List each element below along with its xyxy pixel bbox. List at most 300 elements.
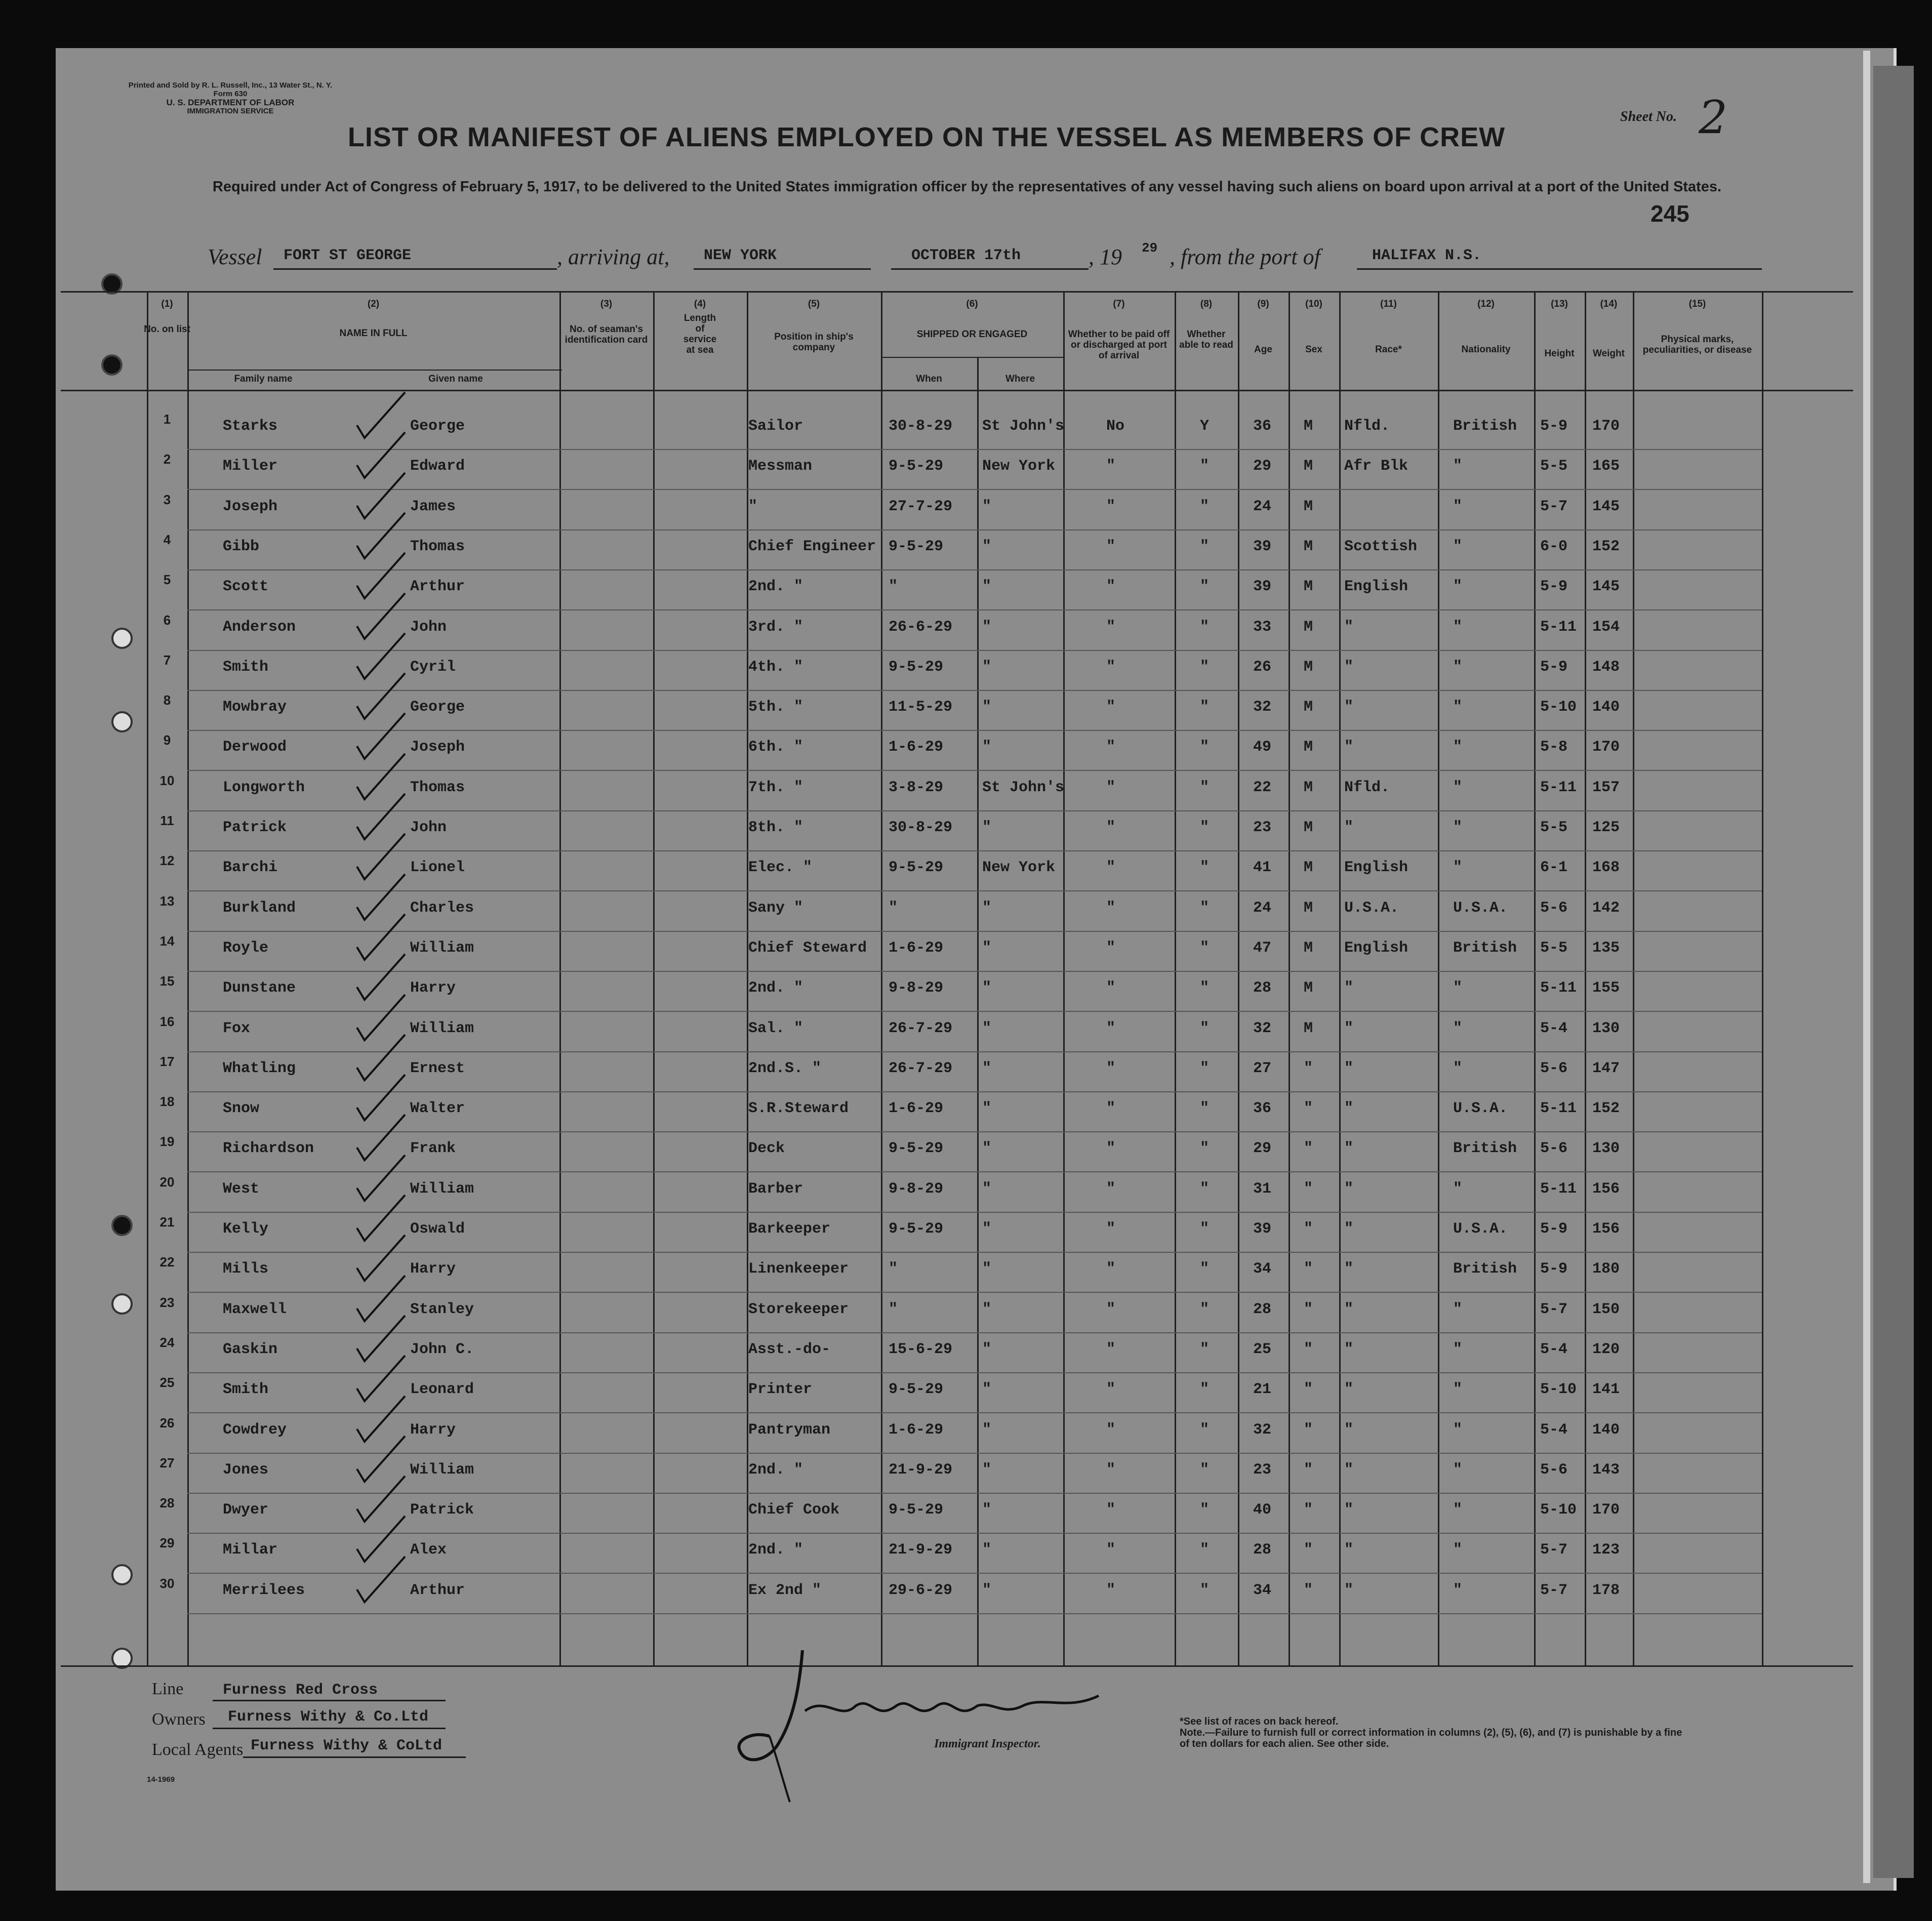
height: 5-11 bbox=[1540, 1180, 1577, 1198]
paid-off: " bbox=[1106, 658, 1116, 676]
shipped-when: 26-7-29 bbox=[889, 1019, 953, 1037]
manifest-sheet bbox=[56, 48, 1897, 1891]
nationality: British bbox=[1453, 939, 1517, 957]
sex: " bbox=[1304, 1581, 1313, 1599]
position: 8th. " bbox=[748, 819, 803, 836]
weight: 180 bbox=[1592, 1260, 1620, 1278]
race: Scottish bbox=[1344, 538, 1418, 555]
height: 5-9 bbox=[1540, 1260, 1568, 1278]
sheet-number: 2 bbox=[1699, 91, 1728, 144]
row-rule bbox=[187, 1212, 1762, 1213]
nationality: " bbox=[1453, 1059, 1463, 1077]
position: 2nd. " bbox=[748, 1461, 803, 1479]
col-12-label: Nationality bbox=[1461, 344, 1511, 355]
position: Deck bbox=[748, 1140, 785, 1158]
row-number: 10 bbox=[159, 772, 175, 788]
sex: M bbox=[1304, 578, 1313, 596]
row-rule bbox=[187, 810, 1762, 811]
sex: M bbox=[1304, 779, 1313, 796]
sex: M bbox=[1304, 859, 1313, 877]
given-name: Alex bbox=[410, 1541, 447, 1559]
row-number: 16 bbox=[159, 1013, 175, 1029]
nationality: " bbox=[1453, 1300, 1463, 1318]
shipped-where: " bbox=[982, 1421, 992, 1439]
height: 5-11 bbox=[1540, 779, 1577, 796]
shipped-when: 9-5-29 bbox=[889, 1140, 944, 1158]
race: " bbox=[1344, 1140, 1354, 1158]
row-rule bbox=[187, 850, 1762, 851]
paid-off: " bbox=[1106, 1059, 1116, 1077]
agents-underline bbox=[243, 1756, 466, 1758]
family-name: West bbox=[223, 1180, 260, 1198]
position: " bbox=[748, 498, 758, 515]
position: Pantryman bbox=[748, 1421, 831, 1439]
weight: 143 bbox=[1592, 1461, 1620, 1479]
position: Barkeeper bbox=[748, 1220, 831, 1238]
weight: 123 bbox=[1592, 1541, 1620, 1559]
row-number: 6 bbox=[163, 612, 171, 628]
punch-hole bbox=[101, 354, 123, 376]
paid-off: " bbox=[1106, 779, 1116, 796]
row-rule bbox=[187, 890, 1762, 891]
shipped-where: " bbox=[982, 739, 992, 756]
col-divider bbox=[1438, 291, 1439, 1665]
weight: 155 bbox=[1592, 979, 1620, 997]
able-to-read: " bbox=[1200, 939, 1210, 957]
shipped-when: 1-6-29 bbox=[889, 939, 944, 957]
height: 5-10 bbox=[1540, 699, 1577, 716]
nationality: " bbox=[1453, 1340, 1463, 1358]
race: " bbox=[1344, 1260, 1354, 1278]
given-name: Thomas bbox=[410, 779, 465, 796]
line-value: Furness Red Cross bbox=[223, 1682, 378, 1699]
department-name: U. S. DEPARTMENT OF LABOR bbox=[166, 98, 295, 107]
family-name: Mowbray bbox=[223, 699, 287, 716]
weight: 168 bbox=[1592, 859, 1620, 877]
age: 27 bbox=[1253, 1059, 1272, 1077]
col-11-number: (11) bbox=[1380, 299, 1397, 309]
able-to-read: " bbox=[1200, 1100, 1210, 1118]
given-name: Lionel bbox=[410, 859, 465, 877]
given-name: Walter bbox=[410, 1100, 465, 1118]
paid-off: " bbox=[1106, 699, 1116, 716]
age: 34 bbox=[1253, 1581, 1272, 1599]
position: Sailor bbox=[748, 418, 803, 435]
footnote bbox=[1180, 1716, 1686, 1749]
row-number: 12 bbox=[159, 853, 175, 869]
shipped-when: 9-5-29 bbox=[889, 658, 944, 676]
paid-off: " bbox=[1106, 1541, 1116, 1559]
row-number: 15 bbox=[159, 973, 175, 989]
height: 5-10 bbox=[1540, 1381, 1577, 1399]
row-number: 27 bbox=[159, 1455, 175, 1470]
row-rule bbox=[187, 1252, 1762, 1253]
shipped-where: " bbox=[982, 1581, 992, 1599]
line-label: Line bbox=[152, 1680, 184, 1698]
shipped-when: 9-5-29 bbox=[889, 1381, 944, 1399]
row-number: 13 bbox=[159, 893, 175, 909]
sex: M bbox=[1304, 979, 1313, 997]
age: 29 bbox=[1253, 1140, 1272, 1158]
shipped-where: " bbox=[982, 979, 992, 997]
height: 5-9 bbox=[1540, 1220, 1568, 1238]
col-divider bbox=[653, 291, 655, 1665]
able-to-read: " bbox=[1200, 658, 1210, 676]
row-number: 19 bbox=[159, 1134, 175, 1150]
row-number: 3 bbox=[163, 492, 171, 507]
age: 24 bbox=[1253, 498, 1272, 515]
nationality: " bbox=[1453, 578, 1463, 596]
weight: 150 bbox=[1592, 1300, 1620, 1318]
position: Storekeeper bbox=[748, 1300, 849, 1318]
nationality: U.S.A. bbox=[1453, 1100, 1508, 1118]
row-number: 17 bbox=[159, 1053, 175, 1069]
sex: " bbox=[1304, 1541, 1313, 1559]
sex: " bbox=[1304, 1421, 1313, 1439]
nationality: " bbox=[1453, 1541, 1463, 1559]
shipped-when: 29-6-29 bbox=[889, 1581, 953, 1599]
able-to-read: " bbox=[1200, 1381, 1210, 1399]
col-15-number: (15) bbox=[1688, 299, 1706, 309]
height: 5-5 bbox=[1540, 939, 1568, 957]
race: Nfld. bbox=[1344, 779, 1390, 796]
year-label: , 19 bbox=[1089, 244, 1122, 269]
height: 5-7 bbox=[1540, 498, 1568, 515]
shipped-where: " bbox=[982, 939, 992, 957]
shipped-when: 9-5-29 bbox=[889, 538, 944, 555]
weight: 152 bbox=[1592, 538, 1620, 555]
col-13-number: (13) bbox=[1551, 299, 1568, 309]
col-2-number: (2) bbox=[367, 299, 380, 309]
row-number: 8 bbox=[163, 692, 171, 708]
age: 39 bbox=[1253, 1220, 1272, 1238]
given-name: William bbox=[410, 1180, 474, 1198]
vessel-label: Vessel bbox=[208, 244, 262, 269]
family-name: Barchi bbox=[223, 859, 278, 877]
col-divider bbox=[1339, 291, 1341, 1665]
row-rule bbox=[187, 1573, 1762, 1574]
row-number: 1 bbox=[163, 412, 171, 427]
printer-imprint bbox=[122, 81, 339, 115]
weight: 130 bbox=[1592, 1140, 1620, 1158]
age: 23 bbox=[1253, 1461, 1272, 1479]
from-port: HALIFAX N.S. bbox=[1372, 247, 1482, 264]
col-divider bbox=[147, 291, 148, 1665]
shipped-when: 15-6-29 bbox=[889, 1340, 953, 1358]
sex: M bbox=[1304, 418, 1313, 435]
family-name: Mills bbox=[223, 1260, 269, 1278]
race: " bbox=[1344, 1501, 1354, 1519]
nationality: " bbox=[1453, 1581, 1463, 1599]
col-13-label: Height bbox=[1544, 348, 1575, 359]
col-1-label: No. on list bbox=[144, 324, 190, 335]
shipped-where: " bbox=[982, 1541, 992, 1559]
col-6-label: SHIPPED OR ENGAGED bbox=[916, 329, 1028, 340]
row-number: 25 bbox=[159, 1375, 175, 1391]
col-6-number: (6) bbox=[966, 299, 978, 309]
height: 5-9 bbox=[1540, 418, 1568, 435]
shipped-where: " bbox=[982, 1180, 992, 1198]
arrival-date: OCTOBER 17th bbox=[911, 247, 1021, 264]
row-number: 22 bbox=[159, 1254, 175, 1270]
row-rule bbox=[187, 1051, 1762, 1052]
shipped-when: 9-5-29 bbox=[889, 458, 944, 475]
given-name: John C. bbox=[410, 1340, 474, 1358]
col-9-number: (9) bbox=[1257, 299, 1269, 309]
given-name: Cyril bbox=[410, 658, 456, 676]
paid-off: No bbox=[1106, 418, 1125, 435]
given-name: Thomas bbox=[410, 538, 465, 555]
given-name: William bbox=[410, 1461, 474, 1479]
height: 5-6 bbox=[1540, 1461, 1568, 1479]
given-name: William bbox=[410, 1019, 474, 1037]
shipped-where: " bbox=[982, 819, 992, 836]
shipped-where: St John's bbox=[982, 779, 1065, 796]
col-7-label: Whether to be paid off or discharged at port of arrival bbox=[1068, 329, 1170, 361]
able-to-read: " bbox=[1200, 578, 1210, 596]
weight: 142 bbox=[1592, 899, 1620, 917]
weight: 120 bbox=[1592, 1340, 1620, 1358]
paid-off: " bbox=[1106, 1180, 1116, 1198]
race: U.S.A. bbox=[1344, 899, 1399, 917]
position: Chief Steward bbox=[748, 939, 867, 957]
shipped-when: 26-7-29 bbox=[889, 1059, 953, 1077]
family-name: Burkland bbox=[223, 899, 296, 917]
nationality: " bbox=[1453, 779, 1463, 796]
punch-hole bbox=[111, 1293, 133, 1315]
col-6-when: When bbox=[916, 374, 942, 384]
position: 2nd.S. " bbox=[748, 1059, 822, 1077]
age: 39 bbox=[1253, 538, 1272, 555]
sex: M bbox=[1304, 899, 1313, 917]
col-divider bbox=[1063, 291, 1065, 1665]
sex: M bbox=[1304, 699, 1313, 716]
row-number: 5 bbox=[163, 572, 171, 588]
shipped-where: " bbox=[982, 1381, 992, 1399]
punch-hole bbox=[111, 1215, 133, 1236]
given-name: Arthur bbox=[410, 578, 465, 596]
row-rule bbox=[187, 1412, 1762, 1413]
row-number: 7 bbox=[163, 652, 171, 668]
age: 32 bbox=[1253, 1421, 1272, 1439]
row-rule bbox=[187, 1493, 1762, 1494]
family-name: Gibb bbox=[223, 538, 260, 555]
race: " bbox=[1344, 979, 1354, 997]
able-to-read: " bbox=[1200, 779, 1210, 796]
family-name: Patrick bbox=[223, 819, 287, 836]
weight: 130 bbox=[1592, 1019, 1620, 1037]
race: " bbox=[1344, 1100, 1354, 1118]
position: Printer bbox=[748, 1381, 813, 1399]
col-divider bbox=[1762, 291, 1763, 1665]
nationality: British bbox=[1453, 1260, 1517, 1278]
race: " bbox=[1344, 1421, 1354, 1439]
row-rule bbox=[187, 1171, 1762, 1172]
family-name: Smith bbox=[223, 1381, 269, 1399]
printer-line: Printed and Sold by R. L. Russell, Inc., 13 Water St., N. Y. bbox=[128, 81, 333, 90]
sex: M bbox=[1304, 658, 1313, 676]
col-11-label: Race* bbox=[1375, 344, 1402, 355]
sex: " bbox=[1304, 1059, 1313, 1077]
sex: " bbox=[1304, 1501, 1313, 1519]
shipped-where: " bbox=[982, 699, 992, 716]
row-rule bbox=[187, 730, 1762, 731]
row-number: 11 bbox=[160, 813, 174, 828]
shipped-where: " bbox=[982, 498, 992, 515]
age: 28 bbox=[1253, 1541, 1272, 1559]
able-to-read: " bbox=[1200, 1220, 1210, 1238]
paid-off: " bbox=[1106, 1260, 1116, 1278]
height: 6-1 bbox=[1540, 859, 1568, 877]
family-name: Millar bbox=[223, 1541, 278, 1559]
height: 5-6 bbox=[1540, 1140, 1568, 1158]
line-underline bbox=[213, 1700, 446, 1701]
position: Chief Engineer bbox=[748, 538, 876, 555]
height: 5-4 bbox=[1540, 1019, 1568, 1037]
race: " bbox=[1344, 1581, 1354, 1599]
sex: " bbox=[1304, 1140, 1313, 1158]
shipped-when: 1-6-29 bbox=[889, 1100, 944, 1118]
col-14-label: Weight bbox=[1593, 348, 1625, 359]
race: " bbox=[1344, 699, 1354, 716]
col-6-where: Where bbox=[1005, 374, 1035, 384]
col-divider bbox=[559, 291, 561, 1665]
given-name: Charles bbox=[410, 899, 474, 917]
inspector-signature bbox=[724, 1635, 1109, 1807]
paid-off: " bbox=[1106, 618, 1116, 636]
able-to-read: " bbox=[1200, 899, 1210, 917]
family-name: Richardson bbox=[223, 1140, 314, 1158]
col-4-label: Length of service at sea bbox=[683, 313, 717, 355]
able-to-read: Y bbox=[1200, 418, 1210, 435]
col-divider bbox=[1534, 291, 1536, 1665]
arriving-label: , arriving at, bbox=[557, 244, 670, 269]
sex: M bbox=[1304, 498, 1313, 515]
position: Barber bbox=[748, 1180, 803, 1198]
family-name: Joseph bbox=[223, 498, 278, 515]
able-to-read: " bbox=[1200, 1140, 1210, 1158]
height: 5-5 bbox=[1540, 819, 1568, 836]
row-number: 26 bbox=[159, 1415, 175, 1430]
sex: " bbox=[1304, 1461, 1313, 1479]
position: Messman bbox=[748, 458, 813, 475]
row-rule bbox=[187, 690, 1762, 691]
col-divider bbox=[747, 291, 748, 1665]
sex: M bbox=[1304, 618, 1313, 636]
race-footnote: *See list of races on back hereof. bbox=[1180, 1716, 1339, 1727]
able-to-read: " bbox=[1200, 1541, 1210, 1559]
age: 22 bbox=[1253, 779, 1272, 796]
nationality: " bbox=[1453, 1180, 1463, 1198]
shipped-when: " bbox=[889, 1260, 898, 1278]
weight: 165 bbox=[1592, 458, 1620, 475]
row-rule bbox=[187, 529, 1762, 530]
col-12-number: (12) bbox=[1477, 299, 1495, 309]
nationality: U.S.A. bbox=[1453, 1220, 1508, 1238]
paid-off: " bbox=[1106, 1220, 1116, 1238]
page-title: LIST OR MANIFEST OF ALIENS EMPLOYED ON THE VESSEL AS MEMBERS OF CREW bbox=[347, 122, 1506, 152]
row-rule bbox=[187, 1292, 1762, 1293]
family-name: Maxwell bbox=[223, 1300, 287, 1318]
age: 25 bbox=[1253, 1340, 1272, 1358]
race: " bbox=[1344, 1220, 1354, 1238]
family-name: Gaskin bbox=[223, 1340, 278, 1358]
height: 5-9 bbox=[1540, 658, 1568, 676]
nationality: " bbox=[1453, 859, 1463, 877]
position: 6th. " bbox=[748, 739, 803, 756]
able-to-read: " bbox=[1200, 1300, 1210, 1318]
position: Chief Cook bbox=[748, 1501, 840, 1519]
weight: 145 bbox=[1592, 498, 1620, 515]
shipped-when: 27-7-29 bbox=[889, 498, 953, 515]
age: 40 bbox=[1253, 1501, 1272, 1519]
able-to-read: " bbox=[1200, 1019, 1210, 1037]
family-name: Scott bbox=[223, 578, 269, 596]
family-name: Jones bbox=[223, 1461, 269, 1479]
shipped-where: " bbox=[982, 1340, 992, 1358]
position: Linenkeeper bbox=[748, 1260, 849, 1278]
given-name: John bbox=[410, 618, 447, 636]
height: 5-11 bbox=[1540, 979, 1577, 997]
nationality: U.S.A. bbox=[1453, 899, 1508, 917]
row-rule bbox=[187, 650, 1762, 651]
age: 47 bbox=[1253, 939, 1272, 957]
able-to-read: " bbox=[1200, 859, 1210, 877]
age: 29 bbox=[1253, 458, 1272, 475]
arrival-underline bbox=[694, 268, 871, 270]
able-to-read: " bbox=[1200, 1180, 1210, 1198]
given-name: William bbox=[410, 939, 474, 957]
row-number: 4 bbox=[163, 532, 171, 547]
age: 32 bbox=[1253, 699, 1272, 716]
height: 5-7 bbox=[1540, 1581, 1568, 1599]
family-name: Anderson bbox=[223, 618, 296, 636]
race: " bbox=[1344, 618, 1354, 636]
shipped-when: 9-8-29 bbox=[889, 979, 944, 997]
age: 26 bbox=[1253, 658, 1272, 676]
col-8-label: Whether able to read bbox=[1179, 329, 1233, 350]
nationality: " bbox=[1453, 658, 1463, 676]
height: 5-10 bbox=[1540, 1501, 1577, 1519]
shipped-when: 30-8-29 bbox=[889, 819, 953, 836]
vessel-underline bbox=[273, 268, 557, 270]
owners-underline bbox=[213, 1728, 446, 1729]
weight: 140 bbox=[1592, 699, 1620, 716]
weight: 154 bbox=[1592, 618, 1620, 636]
race: " bbox=[1344, 819, 1354, 836]
row-rule bbox=[187, 931, 1762, 932]
paid-off: " bbox=[1106, 819, 1116, 836]
sex: M bbox=[1304, 939, 1313, 957]
age: 28 bbox=[1253, 1300, 1272, 1318]
race: " bbox=[1344, 1381, 1354, 1399]
row-number: 21 bbox=[159, 1214, 175, 1230]
race: Nfld. bbox=[1344, 418, 1390, 435]
race: " bbox=[1344, 1059, 1354, 1077]
height: 5-6 bbox=[1540, 1059, 1568, 1077]
height: 5-7 bbox=[1540, 1541, 1568, 1559]
from-port-underline bbox=[1357, 268, 1762, 270]
position: Sany " bbox=[748, 899, 803, 917]
row-number: 30 bbox=[159, 1575, 175, 1591]
shipped-where: " bbox=[982, 1140, 992, 1158]
paid-off: " bbox=[1106, 979, 1116, 997]
col-divider bbox=[1175, 291, 1176, 1665]
race: Afr Blk bbox=[1344, 458, 1408, 475]
col-divider bbox=[1633, 291, 1634, 1665]
position: 7th. " bbox=[748, 779, 803, 796]
family-name: Longworth bbox=[223, 779, 305, 796]
